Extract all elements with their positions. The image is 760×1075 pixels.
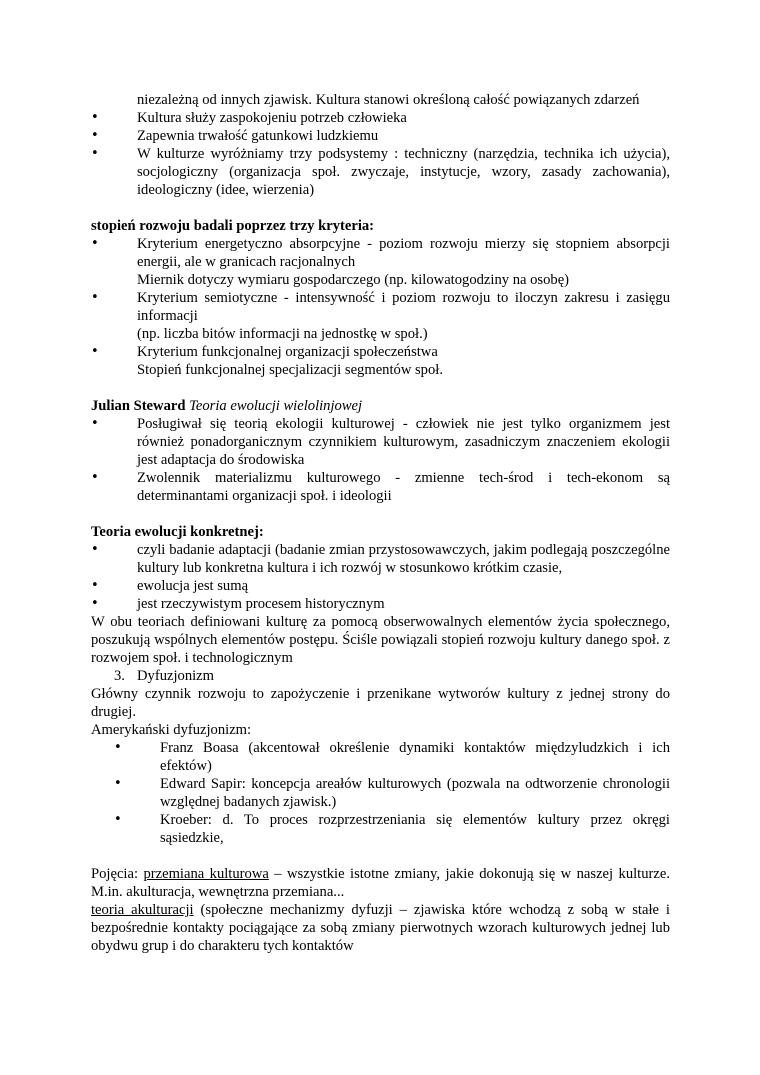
term-acculturation: teoria akulturacji: [91, 902, 194, 918]
paragraph-gap: [91, 505, 670, 523]
list-item-text: • Edward Sapir: koncepcja areałów kulturowych (pozwala na odtworzenie chronologii względnej badanych zjawisk.): [160, 776, 670, 810]
paragraph-gap: [91, 379, 670, 397]
criterion-note: (np. liczba bitów informacji na jednostkę w społ.): [137, 326, 428, 342]
diffusion-title: Dyfuzjonizm: [137, 668, 215, 684]
list-item-text: • W kulturze wyróżniamy trzy podsystemy : techniczny (narzędzia, technika ich użycia), socjologiczny (organizacja społ. zwyczaje, instytucje, wzory, zasady zachowania), ideologiczny (idee, wierzenia): [137, 146, 670, 198]
list-item-text: • Franz Boasa (akcentował określenie dynamiki kontaktów międzyludzkich i ich efektów): [160, 740, 670, 774]
criterion-text: • Kryterium funkcjonalnej organizacji społeczeństwa: [137, 344, 438, 360]
numbered-list: [91, 667, 670, 685]
list-item: [91, 127, 670, 145]
list-number: 3.: [114, 668, 125, 684]
list-item: [91, 469, 670, 505]
criterion-note: Stopień funkcjonalnej specjalizacji segmentów społ.: [137, 362, 443, 378]
steward-name: Julian Steward: [91, 398, 186, 414]
list-item-text: • czyli badanie adaptacji (badanie zmian przystosowawczych, jakim podlegają poszczególne kultury lub konkretna kultura i ich rozwój w stosunkowo krótkim czasie,: [137, 542, 670, 576]
intro-bullet-list: [91, 109, 670, 199]
criteria-list: [91, 235, 670, 379]
list-item: [91, 415, 670, 469]
term-cultural-change-definition: – wszystkie istotne zmiany, jakie dokonują się w naszej kulturze. M.in. akulturacja, wewnętrzna przemiana...: [91, 866, 670, 900]
criterion-note: Miernik dotyczy wymiaru gospodarczego (np. kilowatogodziny na osobę): [137, 272, 570, 288]
criterion-text: • Kryterium energetyczno absorpcyjne - poziom rozwoju mierzy się stopniem absorpcji energii, ale w granicach racjonalnych: [137, 236, 670, 270]
american-diffusion-label: Amerykański dyfuzjonizm:: [91, 722, 252, 738]
criterion-text: • Kryterium semiotyczne - intensywność i poziom rozwoju to iloczyn zakresu i zasięgu informacji: [137, 290, 670, 324]
concrete-heading: Teoria ewolucji konkretnej:: [91, 524, 264, 540]
concepts-lead: Pojęcia:: [91, 866, 139, 882]
diffusion-definition: Główny czynnik rozwoju to zapożyczenie i przenikane wytworów kultury z jednej strony do drugiej.: [91, 686, 670, 720]
list-item: [114, 739, 670, 775]
paragraph-gap: [91, 847, 670, 865]
list-item-text: • jest rzeczywistym procesem historycznym: [137, 596, 385, 612]
concrete-list: [91, 541, 670, 613]
list-item-text: • Zwolennik materializmu kulturowego - zmienne tech-środ i tech-ekonom są determinantami organizacji społ. i ideologii: [137, 470, 670, 504]
list-item-text: • ewolucja jest sumą: [137, 578, 249, 594]
steward-list: [91, 415, 670, 505]
list-item: [91, 289, 670, 343]
list-item: [91, 667, 670, 685]
list-item-text: • Posługiwał się teorią ekologii kulturowej - człowiek nie jest tylko organizmem jest również ponadorganicznym czynnikiem kulturowym, zasadniczym znaczeniem ekologii jest adaptacja do środowiska: [137, 416, 670, 468]
intro-continuation: niezależną od innych zjawisk. Kultura stanowi określoną całość powiązanych zdarzeń: [137, 92, 640, 108]
concrete-summary: W obu teoriach definiowani kulturę za pomocą obserwowalnych elementów życia społecznego, poszukują wspólnych elementów postępu. Ściśle powiązali stopień rozwoju kultury danego społ. z rozwojem społ. i technologicznym: [91, 614, 670, 666]
paragraph-gap: [91, 199, 670, 217]
term-acculturation-definition: (społeczne mechanizmy dyfuzji – zjawiska które wchodzą z sobą w stałe i bezpośrednie kontakty pociągające za sobą zmiany pierwotnych wzorach kulturowych jednej lub obydwu grup i do charakteru tych kontaktów: [91, 902, 670, 954]
list-item: [114, 811, 670, 847]
list-item-text: • Kultura służy zaspokojeniu potrzeb człowieka: [137, 110, 407, 126]
list-item: [91, 595, 670, 613]
list-item: [91, 109, 670, 127]
term-cultural-change: przemiana kulturowa: [143, 866, 269, 882]
list-item: [91, 235, 670, 289]
list-item: [91, 145, 670, 199]
list-item-text: • Kroeber: d. To proces rozprzestrzeniania się elementów kultury przez okręgi sąsiedzkie,: [160, 812, 670, 846]
page-content: [91, 91, 670, 955]
list-item: [114, 775, 670, 811]
list-item-text: • Zapewnia trwałość gatunkowi ludzkiemu: [137, 128, 379, 144]
list-item: [91, 541, 670, 577]
list-item: [91, 577, 670, 595]
diffusion-list: [91, 739, 670, 847]
steward-theory: Teoria ewolucji wielolinjowej: [189, 398, 363, 414]
steward-heading: [91, 397, 670, 415]
list-item: [91, 343, 670, 379]
concepts-paragraph-2: [91, 901, 670, 955]
criteria-heading: stopień rozwoju badali poprzez trzy kryteria:: [91, 218, 375, 234]
concepts-paragraph-1: [91, 865, 670, 901]
